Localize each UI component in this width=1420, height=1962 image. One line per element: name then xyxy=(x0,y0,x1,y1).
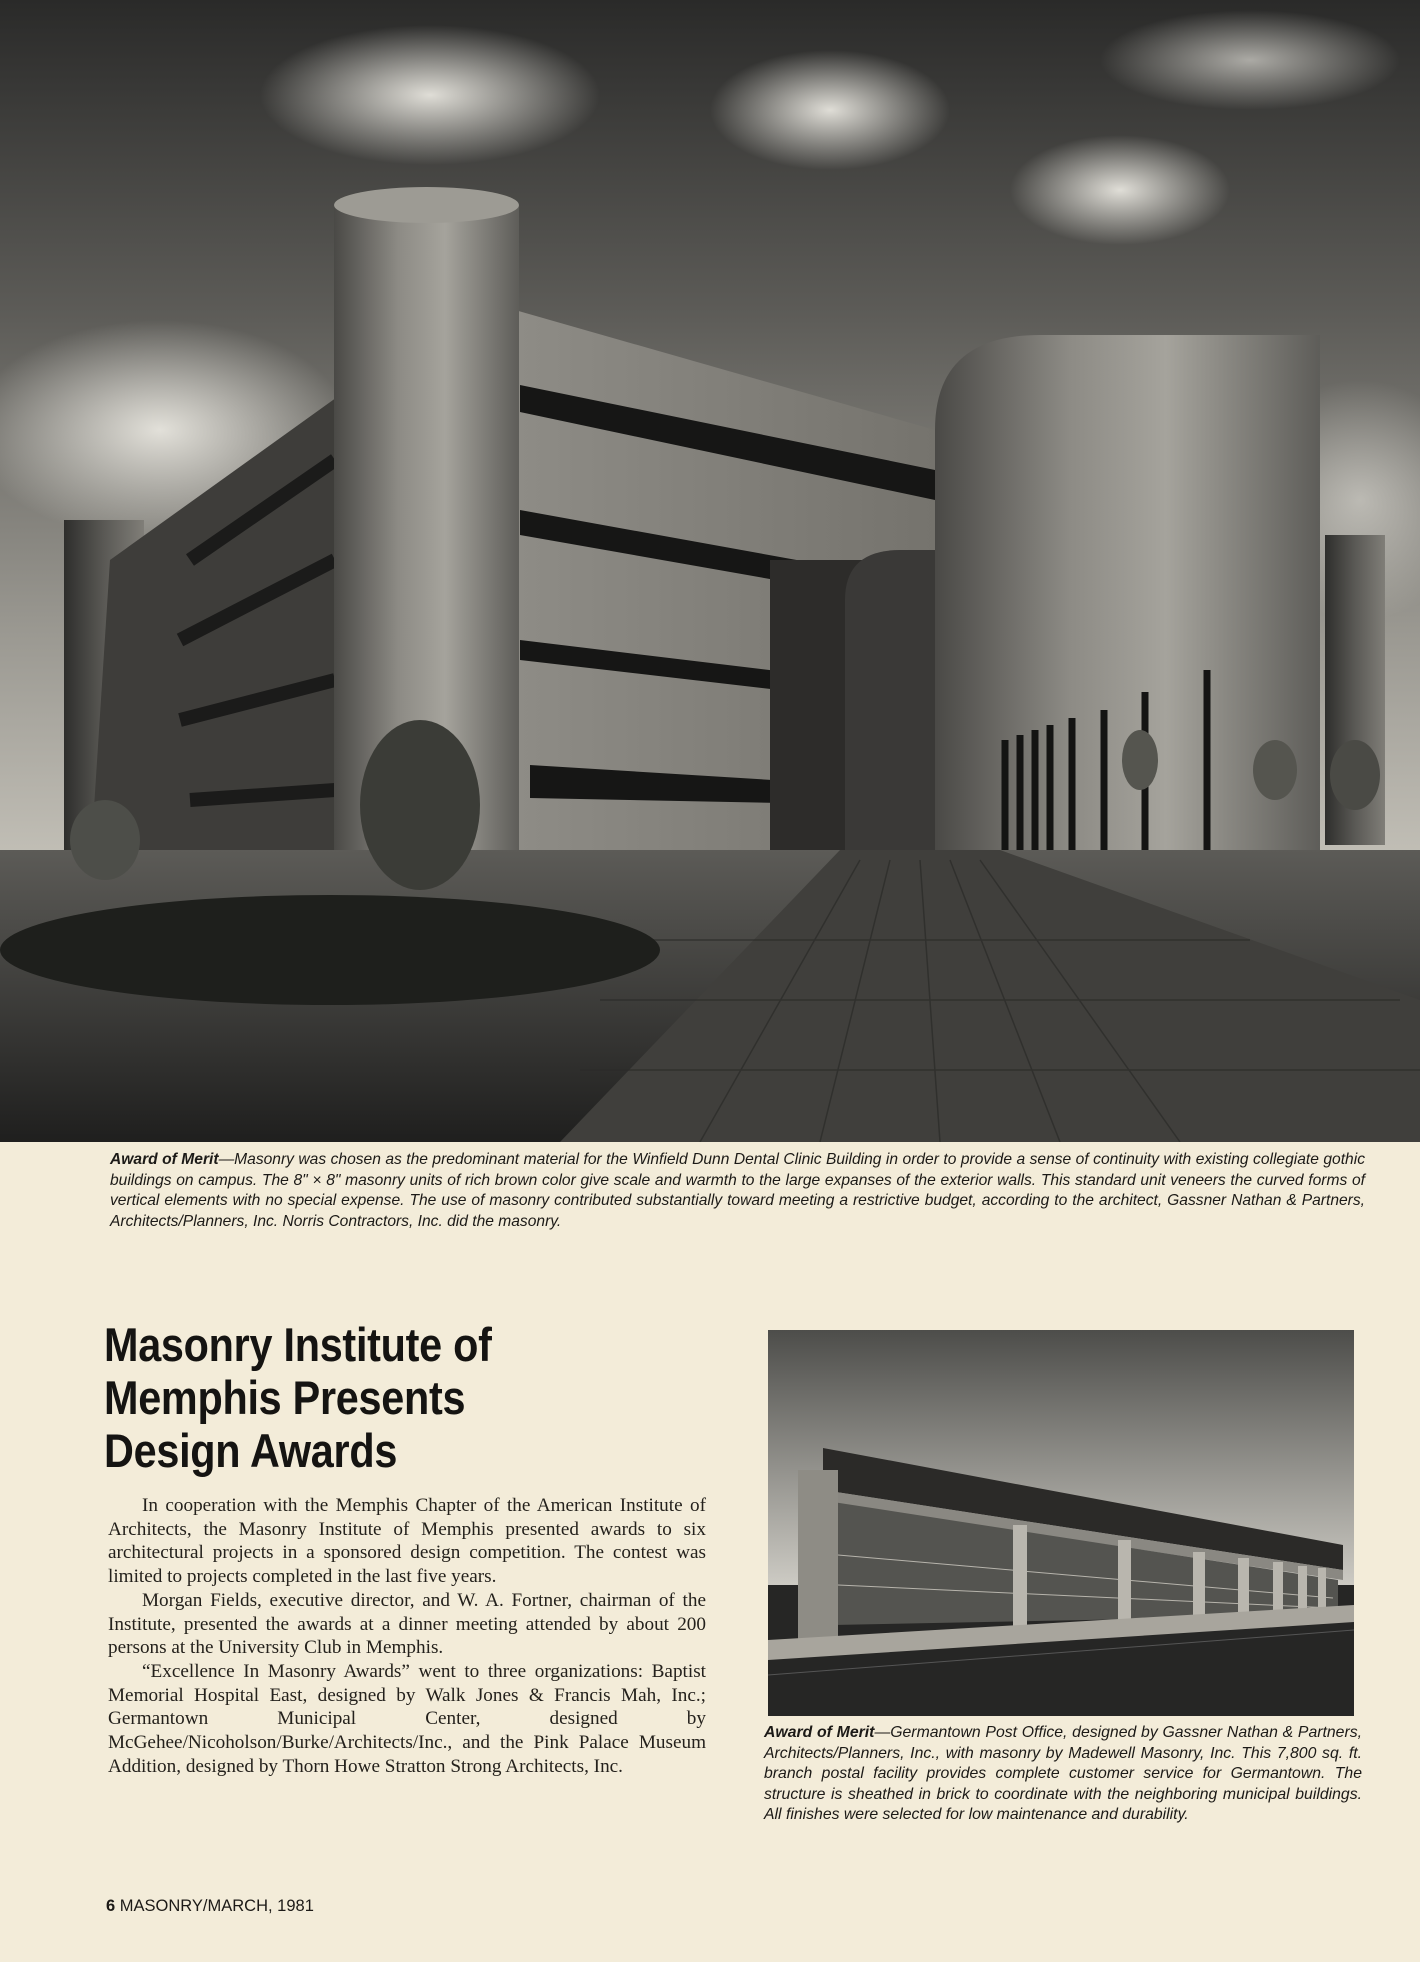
caption-award-label: Award of Merit xyxy=(110,1151,219,1168)
post-office-illustration xyxy=(768,1330,1354,1716)
page-folio xyxy=(106,1897,314,1916)
headline-line-3: Design Awards xyxy=(104,1424,398,1477)
post-office-photo xyxy=(768,1330,1354,1716)
body-paragraph-1: In cooperation with the Memphis Chapter of the American Institute of Architects, the Masonry Institute of Memphis presented awards to six architectural projects in a sponsored design competition. The contest was limited to projects completed in the last five years. xyxy=(108,1495,706,1588)
caption-text-2: —Germantown Post Office, designed by Gassner Nathan & Partners, Architects/Planners, Inc., with masonry by Madewell Masonry, Inc. This 7,800 sq. ft. branch postal facility provides complete customer service for Germantown. The structure is sheathed in brick to coordinate with the neighboring municipal buildings. All finishes were selected for low maintenance and durability. xyxy=(764,1724,1362,1824)
caption-text: —Masonry was chosen as the predominant material for the Winfield Dunn Dental Clinic Building in order to provide a sense of continuity with existing collegiate gothic buildings on campus. The 8" × 8" masonry units of rich brown color give scale and warmth to the large expanses of the exterior walls. This standard unit veneers the curved forms of vertical elements with no special expense. The use of masonry contributed substantially toward meeting a restrictive budget, according to the architect, Gassner Nathan & Partners, Architects/Planners, Inc. Norris Contractors, Inc. did the masonry. xyxy=(110,1151,1365,1230)
caption-award-label-2: Award of Merit xyxy=(764,1724,875,1741)
article-headline xyxy=(104,1318,562,1477)
post-office-caption xyxy=(764,1723,1362,1826)
headline-line-2: Memphis Presents xyxy=(104,1371,466,1424)
main-photo-caption xyxy=(110,1150,1365,1232)
body-paragraph-2: Morgan Fields, executive director, and W. A. Fortner, chairman of the Institute, presented the awards at a dinner meeting attended by about 200 persons at the University Club in Memphis. xyxy=(108,1589,706,1659)
headline-line-1: Masonry Institute of xyxy=(104,1318,492,1371)
body-paragraph-3: “Excellence In Masonry Awards” went to three organizations: Baptist Memorial Hospital East, designed by Walk Jones & Francis Mah, Inc.; Germantown Municipal Center, designed by McGehee/Nicoholson/Burke/Architects/Inc., and the Pink Palace Museum Addition, designed by Thorn Howe Stratton Strong Architects, Inc. xyxy=(108,1660,706,1777)
folio-text: MASONRY/MARCH, 1981 xyxy=(119,1897,314,1915)
article-body xyxy=(108,1494,706,1778)
page-number: 6 xyxy=(106,1897,116,1915)
